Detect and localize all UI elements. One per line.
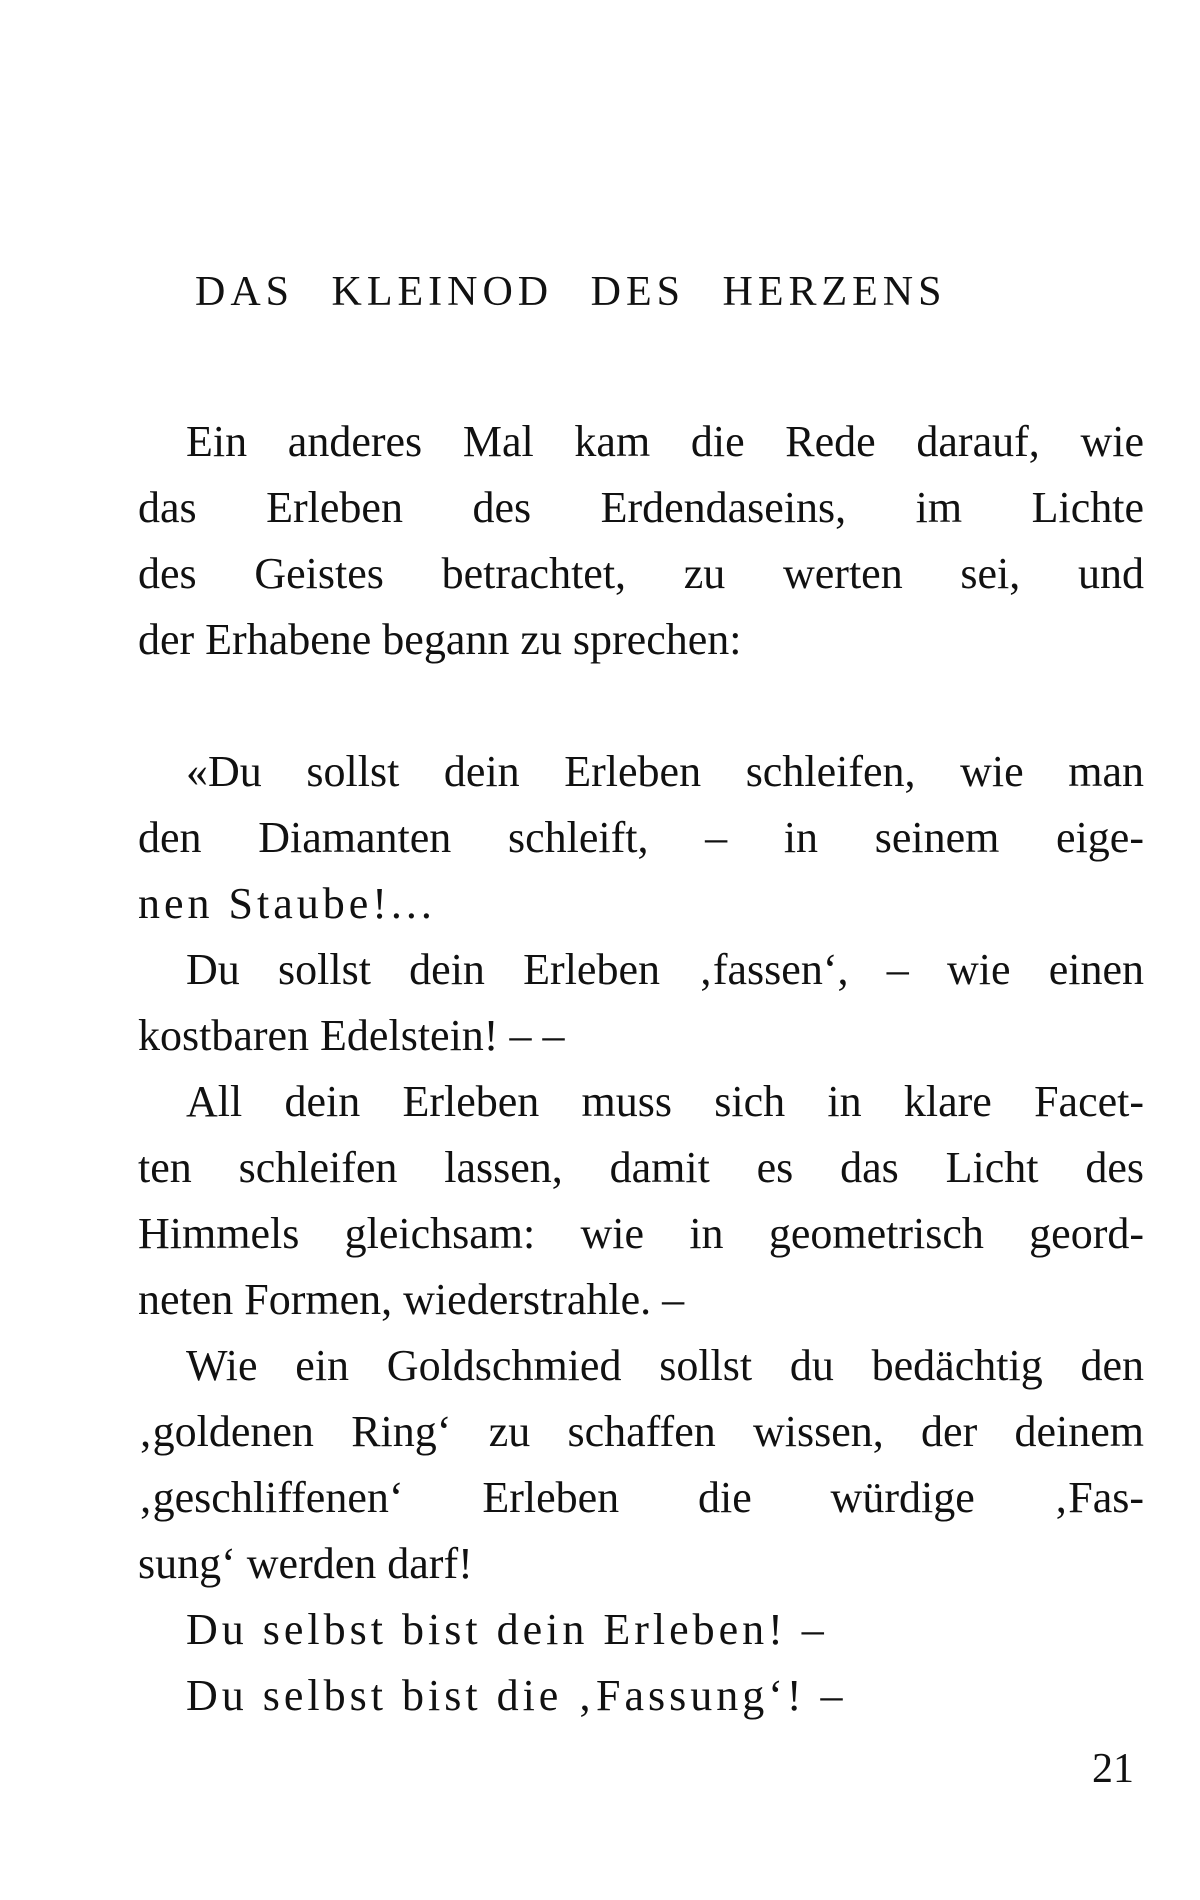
quote-line: All dein Erleben muss sich in klare Facet- — [186, 1077, 1144, 1126]
chapter-title: DAS KLEINOD DES HERZENS — [195, 269, 947, 315]
quote-line: neten Formen, wiederstrahle. – — [138, 1275, 685, 1324]
intro-line: das Erleben des Erdendaseins, im Lichte — [138, 483, 1144, 532]
quote-line: sung‘ werden darf! — [138, 1539, 473, 1588]
quote-line: kostbaren Edelstein! – – — [138, 1011, 565, 1060]
intro-line: Ein anderes Mal kam die Rede darauf, wie — [186, 417, 1144, 466]
intro-line: des Geistes betrachtet, zu werten sei, und — [138, 549, 1144, 598]
quote-line: Du sollst dein Erleben ‚fassen‘, – wie einen — [186, 945, 1144, 994]
quote-line: ‚goldenen Ring‘ zu schaffen wissen, der deinem — [138, 1407, 1144, 1456]
quote-line: den Diamanten schleift, – in seinem eige- — [138, 813, 1144, 862]
page-number: 21 — [1092, 1746, 1134, 1792]
quote-line: ten schleifen lassen, damit es das Licht des — [138, 1143, 1144, 1192]
quote-line: «Du sollst dein Erleben schleifen, wie man — [186, 747, 1144, 796]
quote-line: nen Staube!... — [138, 879, 436, 928]
quote-line: Du selbst bist die ‚Fassung‘! – — [186, 1671, 847, 1720]
quote-line: Himmels gleichsam: wie in geometrisch geord- — [138, 1209, 1144, 1258]
quote-line: Du selbst bist dein Erleben! – — [186, 1605, 828, 1654]
intro-line: der Erhabene begann zu sprechen: — [138, 615, 742, 664]
quote-line: ‚geschliffenen‘ Erleben die würdige ‚Fas- — [138, 1473, 1144, 1522]
quote-line: Wie ein Goldschmied sollst du bedächtig den — [186, 1341, 1144, 1390]
